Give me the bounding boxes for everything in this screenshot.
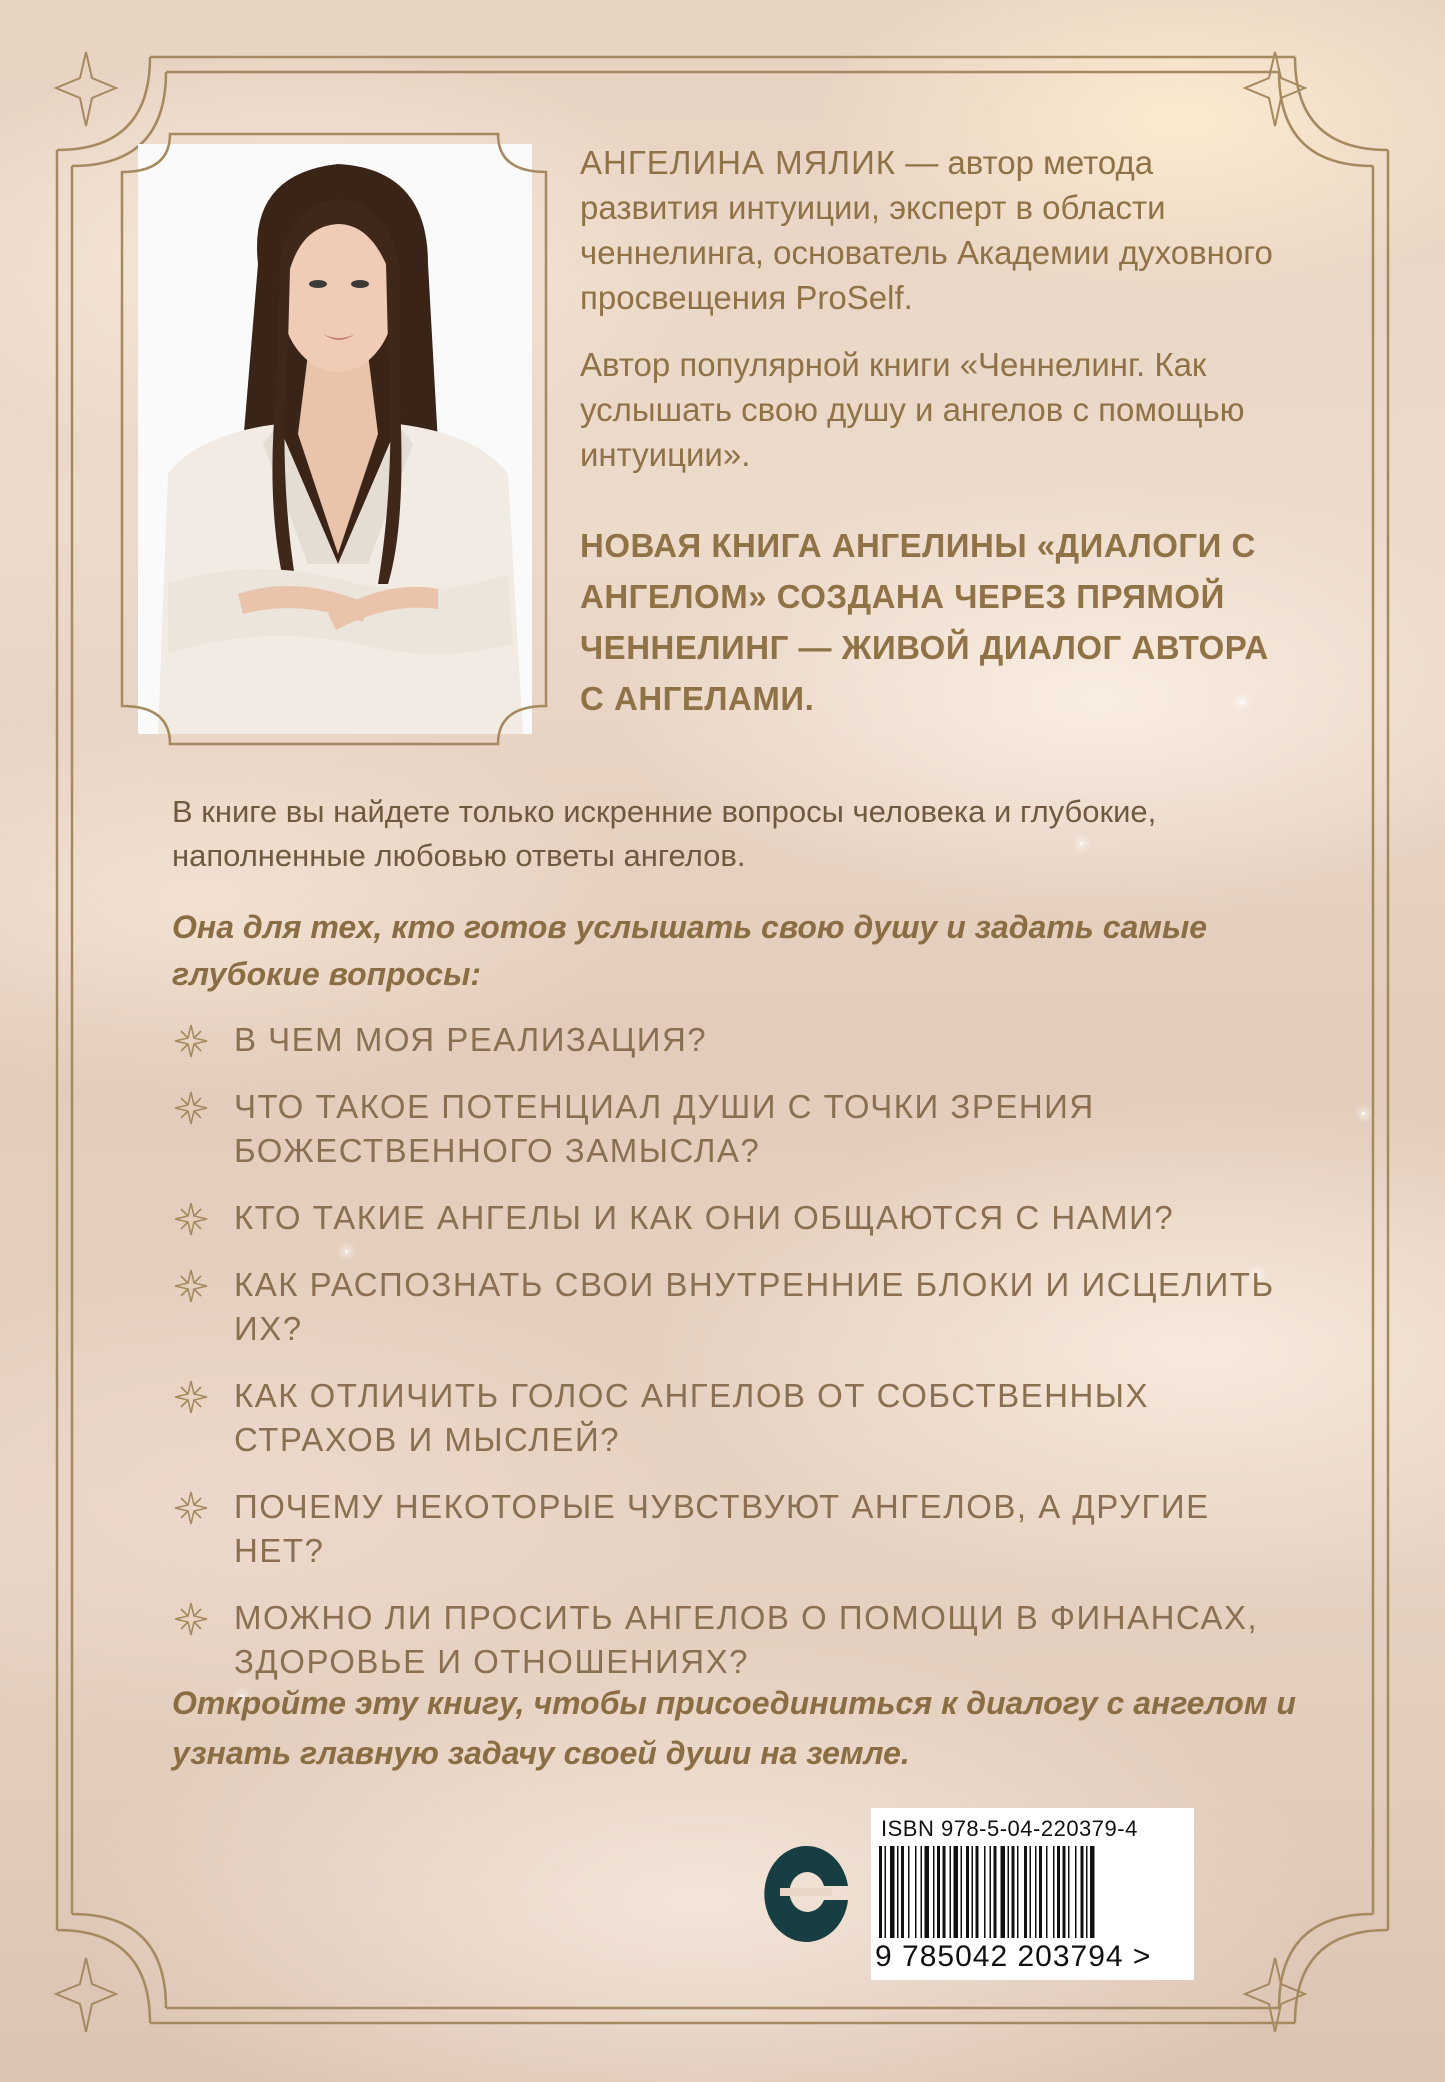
- question-item: [172, 1018, 1302, 1062]
- barcode: [871, 1808, 1194, 1980]
- question-item: [172, 1596, 1302, 1684]
- star-bullet-icon: [172, 1200, 210, 1238]
- author-bio: [580, 140, 1300, 499]
- corner-star-icon: [56, 52, 116, 126]
- question-text: В ЧЕМ МОЯ РЕАЛИЗАЦИЯ?: [234, 1021, 708, 1058]
- question-text: КАК ОТЛИЧИТЬ ГОЛОС АНГЕЛОВ ОТ СОБСТВЕННЫХ СТРАХОВ И МЫСЛЕЙ?: [234, 1377, 1150, 1458]
- question-item: [172, 1085, 1302, 1173]
- question-text: МОЖНО ЛИ ПРОСИТЬ АНГЕЛОВ О ПОМОЩИ В ФИНАНСАХ, ЗДОРОВЬЕ И ОТНОШЕНИЯХ?: [234, 1599, 1259, 1680]
- question-text: ЧТО ТАКОЕ ПОТЕНЦИАЛ ДУШИ С ТОЧКИ ЗРЕНИЯ БОЖЕСТВЕННОГО ЗАМЫСЛА?: [234, 1088, 1095, 1169]
- outro-text: Откройте эту книгу, чтобы присоединиться к диалогу с ангелом и узнать главную задачу своей души на земле.: [172, 1685, 1296, 1771]
- author-photo-frame: [120, 132, 548, 746]
- publisher-logo-icon: [762, 1840, 852, 1944]
- question-text: ПОЧЕМУ НЕКОТОРЫЕ ЧУВСТВУЮТ АНГЕЛОВ, А ДРУГИЕ НЕТ?: [234, 1488, 1210, 1569]
- star-bullet-icon: [172, 1089, 210, 1127]
- star-bullet-icon: [172, 1600, 210, 1638]
- author-name: АНГЕЛИНА МЯЛИК: [580, 144, 897, 181]
- question-item: [172, 1485, 1302, 1573]
- barcode-digits: 9 785042 203794 >: [875, 1940, 1152, 1973]
- star-bullet-icon: [172, 1022, 210, 1060]
- author-bio-text: — автор метода развития интуиции, эксперт в области ченнелинга, основатель Академии духовного просвещения ProSelf.: [580, 144, 1273, 316]
- star-bullet-icon: [172, 1489, 210, 1527]
- star-bullet-icon: [172, 1267, 210, 1305]
- star-bullet-icon: [172, 1378, 210, 1416]
- new-book-announcement: НОВАЯ КНИГА АНГЕЛИНЫ «ДИАЛОГИ С АНГЕЛОМ» СОЗДАНА ЧЕРЕЗ ПРЯМОЙ ЧЕННЕЛИНГ — ЖИВОЙ ДИАЛОГ АВТОРА С АНГЕЛАМИ.: [580, 527, 1269, 717]
- questions-list: [172, 1018, 1302, 1707]
- corner-star-icon: [56, 1958, 116, 2032]
- previous-book-text: Автор популярной книги «Ченнелинг. Как услышать свою душу и ангелов с помощью интуиции».: [580, 346, 1245, 473]
- question-item: [172, 1263, 1302, 1351]
- intro-bold-text: Она для тех, кто готов услышать свою душу и задать самые глубокие вопросы:: [172, 909, 1208, 992]
- question-item: [172, 1374, 1302, 1462]
- author-intro: [580, 140, 1300, 320]
- intro-text: В книге вы найдете только искренние вопросы человека и глубокие, наполненные любовью ответы ангелов.: [172, 794, 1157, 873]
- question-item: [172, 1196, 1302, 1240]
- question-text: КАК РАСПОЗНАТЬ СВОИ ВНУТРЕННИЕ БЛОКИ И ИСЦЕЛИТЬ ИХ?: [234, 1266, 1275, 1347]
- barcode-bars: [879, 1846, 1185, 1938]
- isbn-text: ISBN 978-5-04-220379-4: [881, 1816, 1138, 1841]
- question-text: КТО ТАКИЕ АНГЕЛЫ И КАК ОНИ ОБЩАЮТСЯ С НАМИ?: [234, 1199, 1175, 1236]
